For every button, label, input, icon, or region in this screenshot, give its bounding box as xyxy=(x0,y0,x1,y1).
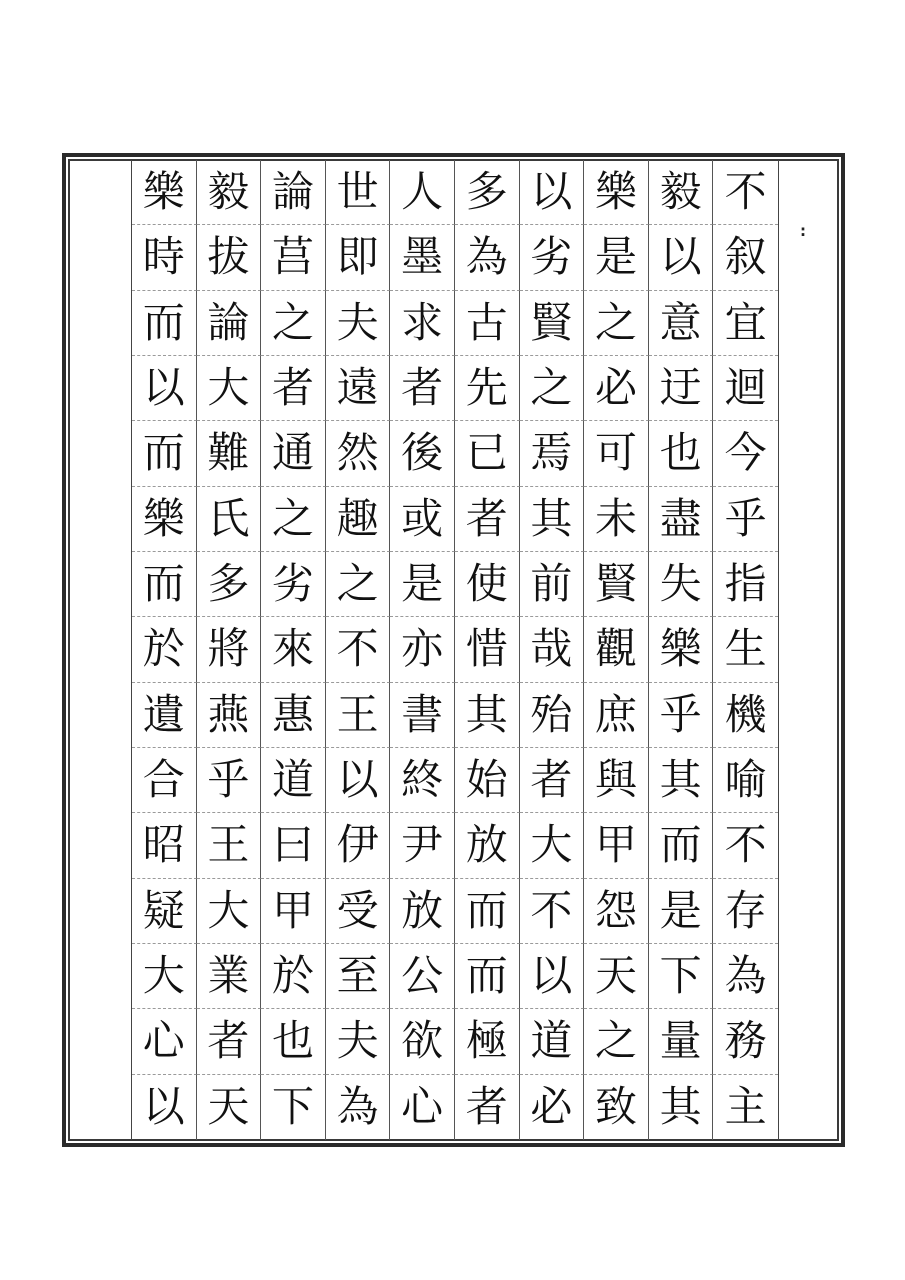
grid-cell: 今 xyxy=(713,421,778,486)
grid-cell: 而 xyxy=(132,421,197,486)
grid-cell: 者 xyxy=(520,748,585,813)
grid-cell: 迂 xyxy=(649,356,714,421)
grid-cell: 至 xyxy=(326,944,391,1009)
grid-cell: 為 xyxy=(326,1075,391,1140)
grid-cell: 氏 xyxy=(197,487,262,552)
grid-cell: 劣 xyxy=(261,552,326,617)
grid-cell: 伊 xyxy=(326,813,391,878)
grid-cell: 乎 xyxy=(197,748,262,813)
grid-cell: 而 xyxy=(455,879,520,944)
grid-cell: 遺 xyxy=(132,683,197,748)
grid-cell: 受 xyxy=(326,879,391,944)
grid-cell: 趣 xyxy=(326,487,391,552)
grid-cell: 怨 xyxy=(584,879,649,944)
grid-cell: 後 xyxy=(390,421,455,486)
grid-cell: 通 xyxy=(261,421,326,486)
grid-cell: 樂 xyxy=(132,160,197,225)
grid-cell: 是 xyxy=(584,225,649,290)
grid-cell: 燕 xyxy=(197,683,262,748)
grid-cell: 不 xyxy=(713,160,778,225)
grid-cell: 業 xyxy=(197,944,262,1009)
grid-cell: 以 xyxy=(132,1075,197,1140)
grid-cell: 觀 xyxy=(584,617,649,682)
grid-cell: 致 xyxy=(584,1075,649,1140)
grid-cell: 以 xyxy=(520,160,585,225)
grid-cell: 始 xyxy=(455,748,520,813)
grid-cell: 前 xyxy=(520,552,585,617)
grid-cell: 以 xyxy=(326,748,391,813)
grid-cell: 機 xyxy=(713,683,778,748)
grid-cell: 必 xyxy=(520,1075,585,1140)
grid-cell: 是 xyxy=(649,879,714,944)
grid-cell: 以 xyxy=(649,225,714,290)
grid-cell: 惠 xyxy=(261,683,326,748)
grid-cell: 惜 xyxy=(455,617,520,682)
grid-cell: 道 xyxy=(261,748,326,813)
grid-cell: 其 xyxy=(455,683,520,748)
grid-cell: 之 xyxy=(584,1009,649,1074)
grid-cell: 下 xyxy=(649,944,714,1009)
grid-cell: 天 xyxy=(197,1075,262,1140)
grid-cell: 難 xyxy=(197,421,262,486)
grid-cell: 論 xyxy=(197,291,262,356)
grid-cell: 求 xyxy=(390,291,455,356)
grid-cell: 者 xyxy=(455,487,520,552)
grid-cell: 論 xyxy=(261,160,326,225)
grid-cell: 庶 xyxy=(584,683,649,748)
margin-mark: : xyxy=(800,222,806,240)
grid-cell: 樂 xyxy=(649,617,714,682)
grid-cell: 賢 xyxy=(520,291,585,356)
character-grid xyxy=(131,160,779,1140)
grid-cell: 之 xyxy=(261,291,326,356)
grid-cell: 天 xyxy=(584,944,649,1009)
grid-cell: 時 xyxy=(132,225,197,290)
grid-cell: 夫 xyxy=(326,291,391,356)
grid-cell: 盡 xyxy=(649,487,714,552)
grid-cell: 務 xyxy=(713,1009,778,1074)
grid-cell: 以 xyxy=(520,944,585,1009)
grid-cell: 而 xyxy=(132,552,197,617)
grid-cell: 古 xyxy=(455,291,520,356)
grid-cell: 之 xyxy=(326,552,391,617)
grid-cell: 指 xyxy=(713,552,778,617)
grid-cell: 即 xyxy=(326,225,391,290)
grid-cell: 殆 xyxy=(520,683,585,748)
grid-cell: 其 xyxy=(520,487,585,552)
grid-cell: 毅 xyxy=(197,160,262,225)
grid-cell: 大 xyxy=(132,944,197,1009)
grid-cell: 墨 xyxy=(390,225,455,290)
grid-cell: 多 xyxy=(197,552,262,617)
grid-cell: 也 xyxy=(649,421,714,486)
grid-cell: 而 xyxy=(455,944,520,1009)
grid-cell: 不 xyxy=(520,879,585,944)
grid-cell: 毅 xyxy=(649,160,714,225)
grid-cell: 來 xyxy=(261,617,326,682)
grid-cell: 大 xyxy=(197,879,262,944)
grid-cell: 放 xyxy=(390,879,455,944)
grid-cell: 意 xyxy=(649,291,714,356)
grid-cell: 之 xyxy=(520,356,585,421)
grid-cell: 宜 xyxy=(713,291,778,356)
grid-cell: 必 xyxy=(584,356,649,421)
grid-cell: 賢 xyxy=(584,552,649,617)
grid-cell: 下 xyxy=(261,1075,326,1140)
grid-cell: 劣 xyxy=(520,225,585,290)
grid-cell: 道 xyxy=(520,1009,585,1074)
grid-cell: 書 xyxy=(390,683,455,748)
grid-cell: 多 xyxy=(455,160,520,225)
grid-cell: 失 xyxy=(649,552,714,617)
grid-cell: 量 xyxy=(649,1009,714,1074)
grid-cell: 甲 xyxy=(261,879,326,944)
grid-cell: 者 xyxy=(455,1075,520,1140)
grid-cell: 先 xyxy=(455,356,520,421)
grid-cell: 與 xyxy=(584,748,649,813)
grid-cell: 存 xyxy=(713,879,778,944)
grid-cell: 生 xyxy=(713,617,778,682)
grid-cell: 不 xyxy=(713,813,778,878)
grid-cell: 極 xyxy=(455,1009,520,1074)
grid-cell: 乎 xyxy=(649,683,714,748)
grid-cell: 將 xyxy=(197,617,262,682)
grid-cell: 王 xyxy=(326,683,391,748)
grid-cell: 其 xyxy=(649,1075,714,1140)
grid-cell: 可 xyxy=(584,421,649,486)
grid-cell: 昭 xyxy=(132,813,197,878)
grid-cell: 而 xyxy=(132,291,197,356)
grid-cell: 尹 xyxy=(390,813,455,878)
grid-cell: 合 xyxy=(132,748,197,813)
grid-cell: 為 xyxy=(713,944,778,1009)
grid-cell: 於 xyxy=(261,944,326,1009)
grid-cell: 曰 xyxy=(261,813,326,878)
grid-cell: 莒 xyxy=(261,225,326,290)
grid-cell: 遠 xyxy=(326,356,391,421)
grid-cell: 欲 xyxy=(390,1009,455,1074)
grid-cell: 者 xyxy=(261,356,326,421)
grid-cell: 樂 xyxy=(132,487,197,552)
grid-cell: 為 xyxy=(455,225,520,290)
grid-cell: 樂 xyxy=(584,160,649,225)
grid-cell: 之 xyxy=(261,487,326,552)
grid-cell: 其 xyxy=(649,748,714,813)
grid-cell: 世 xyxy=(326,160,391,225)
grid-cell: 而 xyxy=(649,813,714,878)
grid-cell: 乎 xyxy=(713,487,778,552)
grid-cell: 或 xyxy=(390,487,455,552)
grid-cell: 疑 xyxy=(132,879,197,944)
grid-cell: 是 xyxy=(390,552,455,617)
grid-cell: 然 xyxy=(326,421,391,486)
grid-cell: 甲 xyxy=(584,813,649,878)
grid-cell: 使 xyxy=(455,552,520,617)
grid-cell: 王 xyxy=(197,813,262,878)
grid-cell: 放 xyxy=(455,813,520,878)
grid-cell: 喻 xyxy=(713,748,778,813)
grid-cell: 終 xyxy=(390,748,455,813)
grid-cell: 未 xyxy=(584,487,649,552)
grid-cell: 已 xyxy=(455,421,520,486)
grid-cell: 於 xyxy=(132,617,197,682)
grid-cell: 拔 xyxy=(197,225,262,290)
grid-cell: 焉 xyxy=(520,421,585,486)
grid-cell: 迴 xyxy=(713,356,778,421)
grid-cell: 之 xyxy=(584,291,649,356)
grid-cell: 叙 xyxy=(713,225,778,290)
grid-cell: 不 xyxy=(326,617,391,682)
grid-cell: 以 xyxy=(132,356,197,421)
grid-cell: 者 xyxy=(197,1009,262,1074)
grid-cell: 大 xyxy=(197,356,262,421)
grid-cell: 夫 xyxy=(326,1009,391,1074)
grid-cell: 公 xyxy=(390,944,455,1009)
grid-cell: 也 xyxy=(261,1009,326,1074)
grid-cell: 者 xyxy=(390,356,455,421)
grid-cell: 人 xyxy=(390,160,455,225)
grid-cell: 亦 xyxy=(390,617,455,682)
grid-cell: 哉 xyxy=(520,617,585,682)
grid-cell: 心 xyxy=(132,1009,197,1074)
grid-cell: 主 xyxy=(724,1082,767,1132)
grid-cell: 大 xyxy=(520,813,585,878)
grid-cell: 心 xyxy=(390,1075,455,1140)
